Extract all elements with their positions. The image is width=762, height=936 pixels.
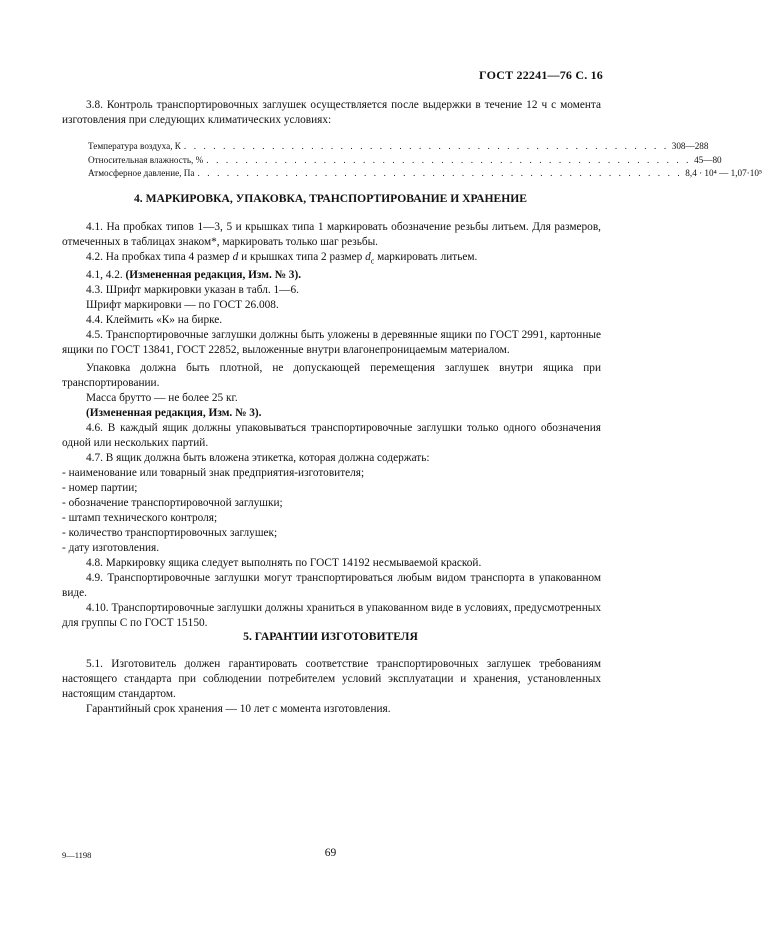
- paragraph-5-1: 5.1. Изготовитель должен гарантировать соответствие транспортировочных заглушек требованиям настоящего стандарта при соблюдении потребителем условий эксплуатации и хранения, установленных настоящим стандартом.: [62, 658, 601, 700]
- paragraph-4-10: 4.10. Транспортировочные заглушки должны храниться в упакованном виде в условиях, предусмотренных для группы С по ГОСТ 15150.: [62, 602, 601, 630]
- symbol-subscript: c: [370, 256, 375, 266]
- symbol-d: d: [232, 251, 239, 263]
- list-item: - количество транспортировочных заглушек;: [62, 527, 278, 540]
- section-4-heading: 4. МАРКИРОВКА, УПАКОВКА, ТРАНСПОРТИРОВАНИЕ И ХРАНЕНИЕ: [133, 192, 528, 205]
- text-run: маркировать литьем.: [374, 251, 478, 263]
- dot-leader: . . . . . . . . . . . . . . . . . . . . . . . . . . . . . . . . . . . . . . . . . . . . . . . . . .: [183, 141, 669, 151]
- edit-note-4-1-4-2: [62, 268, 601, 283]
- list-item: - наименование или товарный знак предприятия-изготовителя;: [62, 467, 365, 480]
- dot-leader: . . . . . . . . . . . . . . . . . . . . . . . . . . . . . . . . . . . . . . . . . . . . . . . . . .: [197, 168, 683, 178]
- climate-conditions-table: [88, 140, 762, 181]
- paragraph-4-1: 4.1. На пробках типов 1—3, 5 и крышках типа 1 маркировать обозначение резьбы литьем. Для размеров, отмеченных в таблицах знаком*, маркировать только шаг резьбы.: [62, 221, 601, 248]
- paragraph-warranty-term: Гарантийный срок хранения — 10 лет с момента изготовления.: [86, 703, 391, 715]
- paragraph-mass: Масса брутто — не более 25 кг.: [86, 392, 238, 405]
- paragraph-4-2: [62, 250, 601, 268]
- row-label: Атмосферное давление, Па: [88, 168, 195, 178]
- symbol-dc: d: [365, 251, 371, 263]
- paragraph-4-4: 4.4. Клеймить «К» на бирке.: [86, 314, 223, 327]
- text-run: и крышках типа 2 размер: [238, 251, 366, 263]
- row-value: 8,4 · 10⁴ — 1,07·10⁵: [685, 168, 762, 178]
- edit-note-4-5: (Измененная редакция, Изм. № 3).: [86, 407, 262, 420]
- table-row: [88, 154, 722, 168]
- row-label: Относительная влажность, %: [88, 154, 204, 165]
- paragraph-4-9: 4.9. Транспортировочные заглушки могут транспортироваться любым видом транспорта в упакованном виде.: [62, 572, 601, 600]
- row-label: Температура воздуха, К: [88, 141, 181, 151]
- list-item: - номер партии;: [62, 482, 138, 495]
- edit-note: (Измененная редакция, Изм. № 3).: [125, 269, 302, 282]
- list-item: - обозначение транспортировочной заглушки;: [62, 497, 283, 510]
- list-item: - штамп технического контроля;: [62, 512, 218, 525]
- paragraph-3-8: [62, 98, 601, 128]
- paragraph-font: Шрифт маркировки — по ГОСТ 26.008.: [86, 299, 279, 312]
- section-4-body: [62, 220, 601, 631]
- list-item: - дату изготовления.: [62, 542, 160, 555]
- paragraph-4-5: 4.5. Транспортировочные заглушки должны быть уложены в деревянные ящики по ГОСТ 2991, картонные ящики по ГОСТ 13841, ГОСТ 22852, выложенные внутри влагонепроницаемым материалом.: [62, 329, 601, 357]
- running-header: ГОСТ 22241—76 С. 16: [479, 68, 603, 82]
- page-number: 69: [324, 847, 337, 859]
- print-order-number: 9—1198: [62, 850, 92, 860]
- label-contents-list: [62, 466, 601, 556]
- paragraph-text: 3.8. Контроль транспортировочных заглушек осуществляется после выдержки в течение 12 ч с момента изготовления при следующих климатических условиях:: [62, 99, 601, 126]
- table-row: [88, 167, 762, 181]
- paragraph-4-3: 4.3. Шрифт маркировки указан в табл. 1—6.: [86, 284, 299, 297]
- dot-leader: . . . . . . . . . . . . . . . . . . . . . . . . . . . . . . . . . . . . . . . . . . . . . . . . . .: [206, 154, 692, 165]
- row-value: 45—80: [694, 154, 722, 165]
- text-run: 4.1, 4.2.: [86, 269, 126, 282]
- paragraph-4-7: 4.7. В ящик должна быть вложена этикетка, которая должна содержать:: [86, 452, 430, 465]
- row-value: 308—288: [671, 141, 709, 151]
- paragraph-4-6: 4.6. В каждый ящик должны упаковываться транспортировочные заглушки только одного обозначения одной или нескольких партий.: [62, 422, 601, 450]
- text-run: 4.2. На пробках типа 4 размер: [86, 251, 233, 263]
- section-5-body: [62, 657, 601, 717]
- paragraph-4-8: 4.8. Маркировку ящика следует выполнять по ГОСТ 14192 несмываемой краской.: [86, 557, 482, 570]
- table-row: [88, 140, 709, 154]
- section-5-heading: 5. ГАРАНТИИ ИЗГОТОВИТЕЛЯ: [243, 630, 418, 643]
- paragraph-packing: Упаковка должна быть плотной, не допускающей перемещения заглушек внутри ящика при транспортировании.: [62, 362, 601, 390]
